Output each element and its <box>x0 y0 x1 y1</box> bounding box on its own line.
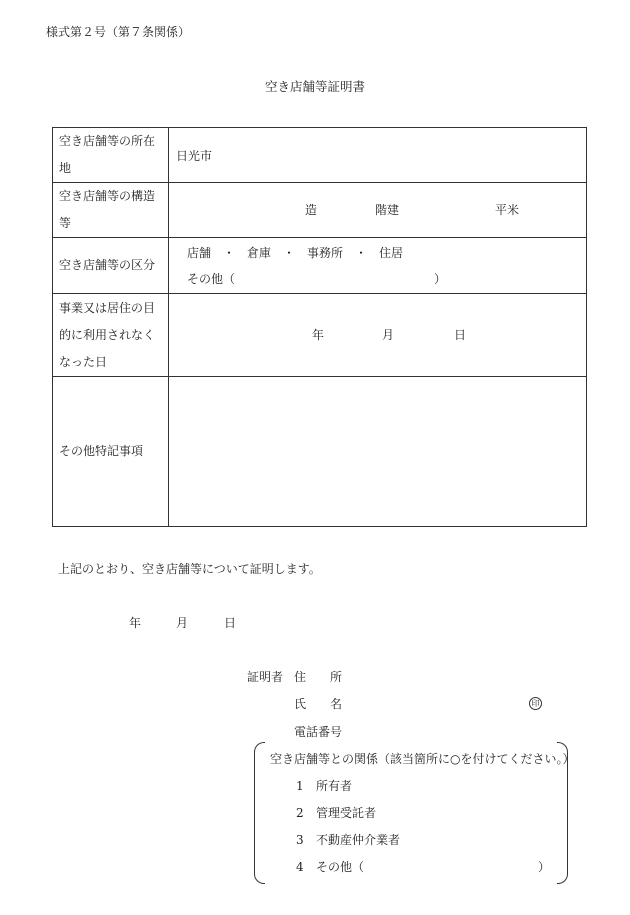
row-location <box>53 128 587 183</box>
structure-heibei: 平米 <box>495 203 520 217</box>
row-notes <box>53 377 587 527</box>
relation-text-1: 所有者 <box>316 779 353 793</box>
row-category <box>53 238 587 294</box>
category-value-cell <box>169 238 587 294</box>
statement: 上記のとおり、空き店舗等について証明します。 <box>58 562 321 576</box>
form-number: 様式第２号（第７条関係） <box>46 25 191 39</box>
unused-date-label: 事業又は居住の目 的に利用されなく なった日 <box>53 294 169 377</box>
seal-mark: 印 <box>529 697 542 710</box>
unused-date-day: 日 <box>454 328 467 342</box>
location-label: 空き店舗等の所在 地 <box>53 128 169 183</box>
relation-other-close: ） <box>538 860 551 874</box>
unused-date-value-cell[interactable] <box>169 294 587 377</box>
location-value: 日光市 <box>176 149 213 163</box>
sign-date-year: 年 <box>129 616 142 630</box>
certifier-phone-label: 電話番号 <box>294 725 343 739</box>
structure-kaidate: 階建 <box>375 203 400 217</box>
relation-num-4: 4 <box>296 860 304 874</box>
category-other-close: ） <box>434 272 447 286</box>
notes-value-cell[interactable] <box>169 377 587 527</box>
structure-label: 空き店舗等の構造 等 <box>53 183 169 238</box>
structure-value-cell[interactable] <box>169 183 587 238</box>
row-unused-date <box>53 294 587 377</box>
category-other-open[interactable]: その他（ <box>187 272 236 286</box>
relation-heading: 空き店舗等との関係（該当箇所に○を付けてください。） <box>270 752 575 766</box>
sign-date-month: 月 <box>176 616 189 630</box>
location-value-cell[interactable] <box>169 128 587 183</box>
certifier-name-label: 氏 名 <box>294 697 343 711</box>
sign-date-day: 日 <box>224 616 237 630</box>
row-structure <box>53 183 587 238</box>
certifier-address-label: 住 所 <box>294 670 343 684</box>
category-label: 空き店舗等の区分 <box>53 238 169 294</box>
relation-text-4: その他（ <box>316 860 365 874</box>
relation-num-1: 1 <box>296 779 304 793</box>
relation-text-2: 管理受託者 <box>316 806 377 820</box>
unused-date-month: 月 <box>382 328 395 342</box>
certifier-label: 証明者 <box>247 670 284 684</box>
certificate-table <box>52 127 587 527</box>
structure-zou: 造 <box>305 203 318 217</box>
relation-text-3: 不動産仲介業者 <box>316 833 401 847</box>
notes-label: その他特記事項 <box>53 377 169 527</box>
relation-num-3: 3 <box>296 833 304 847</box>
category-options[interactable]: 店舗 ・ 倉庫 ・ 事務所 ・ 住居 <box>187 246 404 260</box>
document-title: 空き店舗等証明書 <box>264 79 365 94</box>
relation-bracket-left <box>254 742 265 884</box>
relation-num-2: 2 <box>296 806 304 820</box>
unused-date-year: 年 <box>312 328 325 342</box>
